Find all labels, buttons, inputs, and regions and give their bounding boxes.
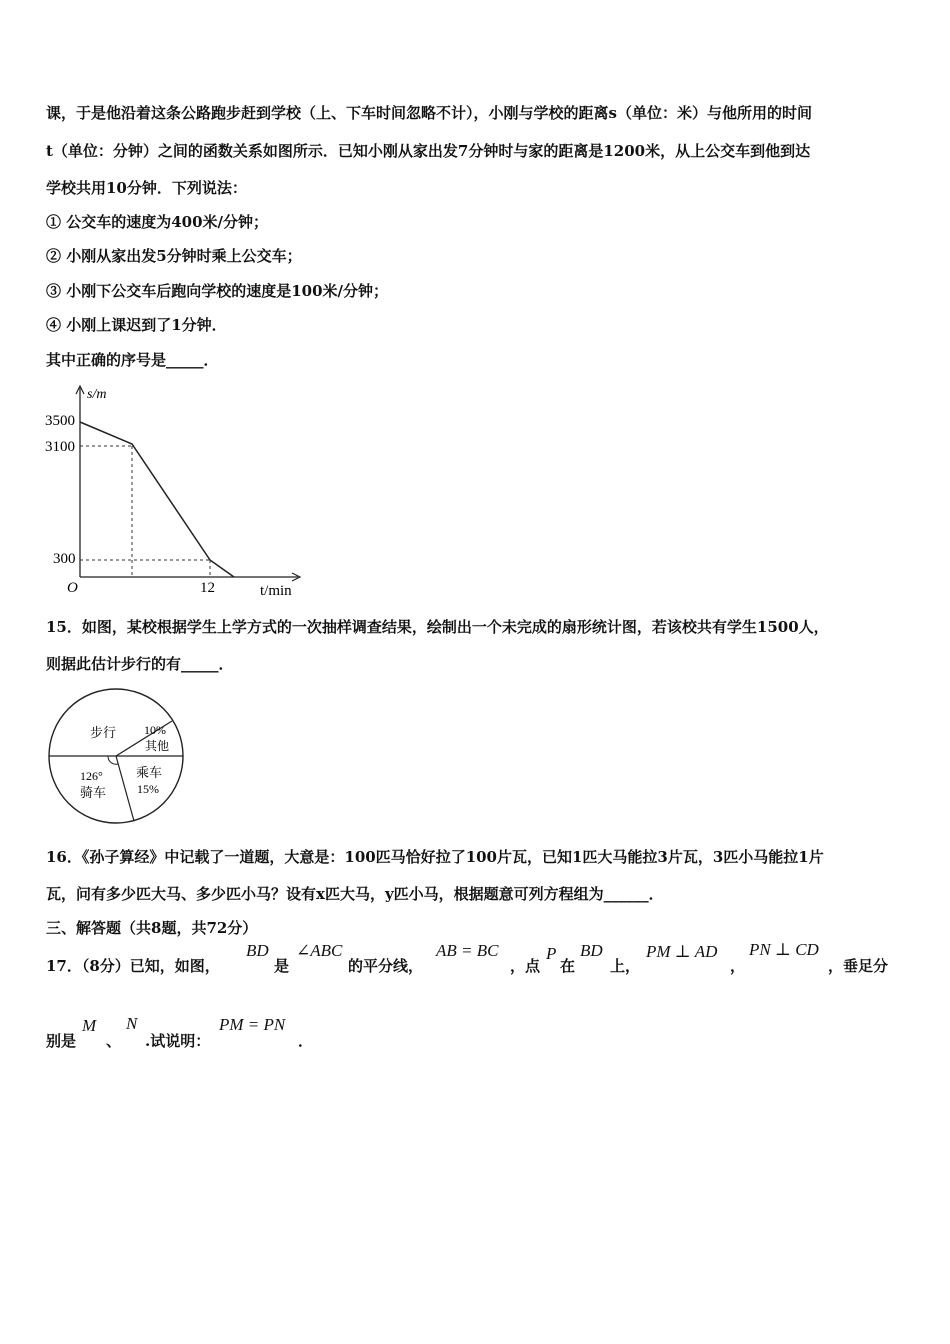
q14-question: 其中正确的序号是_____． bbox=[46, 351, 219, 369]
q17-bisector: 的平分线， bbox=[348, 957, 424, 975]
q17-explain: .试说明： bbox=[145, 1032, 211, 1050]
transport-pie-chart bbox=[44, 685, 194, 830]
section-heading: 三、解答题（共8题，共72分） bbox=[46, 919, 258, 937]
q17-shi: 是 bbox=[274, 957, 290, 975]
q17-angle-abc: ∠ABC bbox=[296, 941, 343, 960]
y-axis-label: s/m bbox=[87, 387, 107, 402]
q16-line-2: 瓦，问有多少匹大马、多少匹小马？设有x匹大马，y匹小马，根据题意可列方程组为______． bbox=[46, 885, 664, 903]
q15-line-2: 则据此估计步行的有_____． bbox=[46, 655, 234, 673]
q17-zai: 在 bbox=[560, 957, 576, 975]
distance-line bbox=[80, 422, 234, 577]
q14-option-1: ① 公交车的速度为400米/分钟； bbox=[46, 213, 269, 231]
x-tick-12: 12 bbox=[200, 580, 215, 596]
pie-label-bus: 乘车 bbox=[136, 765, 163, 780]
q16-line-1: 16．《孙子算经》中记载了一道题，大意是：100匹马恰好拉了100片瓦，已知1匹大马能拉3片瓦，3匹小马能拉1片 bbox=[46, 848, 824, 866]
q17-ab-bc: AB = BC bbox=[436, 941, 499, 960]
q17-end: ． bbox=[298, 1032, 314, 1050]
y-tick-3100: 3100 bbox=[45, 439, 75, 455]
x-axis-label: t/min bbox=[260, 583, 292, 599]
q17-dun: 、 bbox=[106, 1032, 122, 1050]
q17-pm-ad: PM ⊥ AD bbox=[646, 942, 718, 961]
q14-line-1: 课，于是他沿着这条公路跑步赶到学校（上、下车时间忽略不计），小刚与学校的距离s（单位：米）与他所用的时间 bbox=[46, 104, 812, 122]
q14-line-3: 学校共用10分钟．下列说法： bbox=[46, 179, 247, 197]
y-tick-3500: 3500 bbox=[45, 413, 75, 429]
y-tick-300: 300 bbox=[53, 551, 76, 567]
q14-option-2: ② 小刚从家出发5分钟时乘上公交车； bbox=[46, 247, 302, 265]
q17-pn-cd: PN ⊥ CD bbox=[749, 940, 819, 959]
q17-n: N bbox=[126, 1014, 138, 1033]
pie-label-other: 其他 bbox=[145, 739, 170, 753]
q17-prefix: 17．（8分）已知，如图， bbox=[46, 957, 220, 975]
q17-bd2: BD bbox=[580, 941, 603, 960]
q17-foot: ，垂足分 bbox=[828, 957, 889, 975]
pie-label-bike: 骑车 bbox=[80, 785, 107, 800]
q17-comma: ， bbox=[730, 957, 746, 975]
q14-option-3: ③ 小刚下公交车后跑向学校的速度是100米/分钟； bbox=[46, 282, 389, 300]
q17-dian: ，点 bbox=[510, 957, 541, 975]
q17-p: P bbox=[546, 944, 557, 963]
q17-pm-pn: PM = PN bbox=[219, 1015, 286, 1034]
q17-line2-start: 别是 bbox=[46, 1032, 77, 1050]
q14-line-2: t（单位：分钟）之间的函数关系如图所示．已知小刚从家出发7分钟时与家的距离是1200米，从上公交车到他到达 bbox=[46, 142, 811, 160]
q17-m: M bbox=[82, 1016, 97, 1035]
q15-line-1: 15．如图，某校根据学生上学方式的一次抽样调查结果，绘制出一个未完成的扇形统计图，若该校共有学生1500人， bbox=[46, 618, 829, 636]
q14-option-4: ④ 小刚上课迟到了1分钟． bbox=[46, 316, 227, 334]
distance-time-graph bbox=[40, 380, 310, 602]
pie-label-other-pct: 10% bbox=[144, 723, 166, 737]
q17-shang: 上， bbox=[610, 957, 641, 975]
pie-label-bus-pct: 15% bbox=[137, 782, 159, 796]
q17-bd: BD bbox=[246, 941, 269, 960]
pie-label-walk: 步行 bbox=[90, 725, 117, 740]
pie-label-bike-deg: 126° bbox=[80, 769, 103, 783]
origin-label: O bbox=[67, 580, 78, 596]
